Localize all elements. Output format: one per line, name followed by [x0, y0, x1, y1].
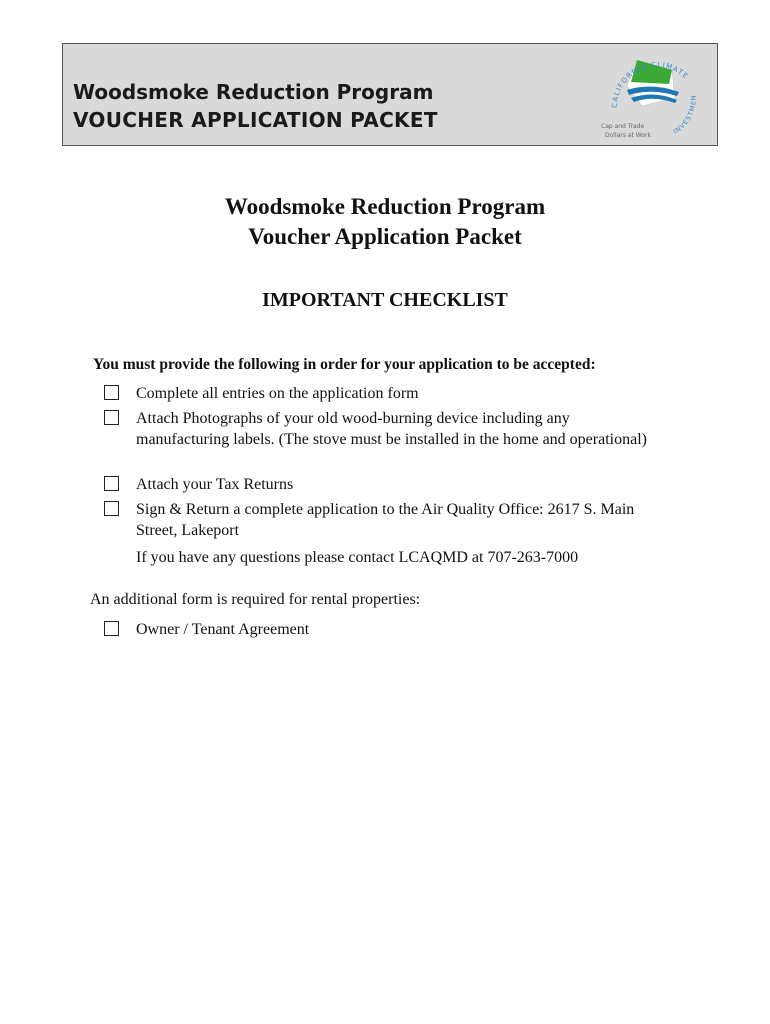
checklist-item-text: Sign & Return a complete application to the Air Quality Office: 2617 S. Main Street, Lakeport: [136, 501, 635, 539]
checklist-item-sign-return: [104, 499, 664, 543]
checklist-heading: IMPORTANT CHECKLIST: [262, 289, 508, 311]
logo-tagline-2: Dollars at Work: [605, 132, 651, 139]
header-packet-title: VOUCHER APPLICATION PACKET: [73, 108, 438, 132]
logo-arc-top-text: CALIFORNIA CLIMATE: [610, 60, 691, 109]
checklist-item-text: Attach Photographs of your old wood-burning device including any manufacturing labels. (The stove must be installed in the home and operational): [136, 410, 647, 448]
checklist-checkbox[interactable]: [104, 476, 119, 491]
checklist-checkbox[interactable]: [104, 385, 119, 400]
checklist-checkbox[interactable]: [104, 410, 119, 425]
checklist-checkbox[interactable]: [104, 621, 119, 636]
rental-note: An additional form is required for rental properties:: [90, 591, 421, 608]
checklist-item-complete-entries: [104, 383, 664, 405]
checklist-checkbox[interactable]: [104, 501, 119, 516]
logo-arc-bottom-text: INVESTMEN: [671, 94, 698, 136]
document-subtitle: Voucher Application Packet: [248, 224, 522, 249]
checklist-item-text: Attach your Tax Returns: [136, 476, 294, 493]
checklist-item-photographs: [104, 408, 664, 472]
header-program-name: Woodsmoke Reduction Program: [73, 80, 434, 104]
checklist-instruction: You must provide the following in order for your application to be accepted:: [93, 356, 596, 373]
logo-tagline-1: Cap and Trade: [601, 123, 645, 130]
header-banner: [62, 43, 718, 146]
checklist-item-owner-tenant-agreement: [104, 619, 664, 641]
document-title: Woodsmoke Reduction Program: [224, 194, 546, 219]
california-climate-investments-logo: [597, 48, 709, 144]
checklist-item-tax-returns: [104, 474, 664, 496]
checklist-item-text: Complete all entries on the application form: [136, 385, 419, 402]
checklist-item-text: Owner / Tenant Agreement: [136, 621, 310, 638]
contact-note: If you have any questions please contact LCAQMD at 707-263-7000: [136, 549, 579, 566]
